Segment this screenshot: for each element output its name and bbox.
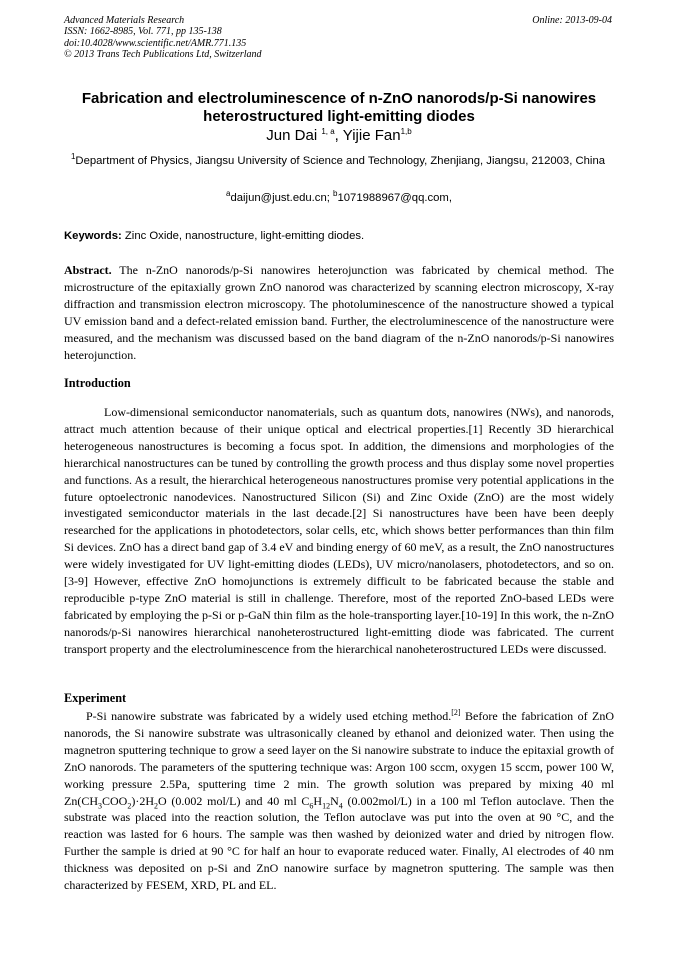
keywords <box>64 229 614 243</box>
experiment-text: COO <box>102 793 128 808</box>
experiment-body <box>64 708 614 894</box>
issn-line: ISSN: 1662-8985, Vol. 771, pp 135-138 <box>64 26 222 38</box>
experiment-heading: Experiment <box>64 691 127 705</box>
affiliation <box>64 154 612 169</box>
experiment-text: O (0.002 mol/L) and 40 ml C <box>158 793 310 808</box>
author-separator: , <box>334 127 343 144</box>
author-name: Jun Dai <box>266 127 318 144</box>
author-affil-mark: 1, a <box>321 127 335 136</box>
email-link[interactable]: 1071988967@qq.com, <box>337 192 452 204</box>
experiment-text: N <box>330 793 339 808</box>
experiment-text: H <box>313 793 323 808</box>
author-list <box>0 127 678 145</box>
online-date: Online: 2013-09-04 <box>532 15 612 26</box>
keywords-label: Keywords: <box>64 230 122 242</box>
copyright-line: © 2013 Trans Tech Publications Ltd, Switzerland <box>64 49 262 61</box>
journal-name: Advanced Materials Research <box>64 15 185 26</box>
email-mark: a <box>226 189 231 199</box>
affiliation-mark: 1 <box>70 152 76 162</box>
experiment-text: )·2H <box>131 793 155 808</box>
formula-subscript: 2 <box>127 800 132 810</box>
paper-title <box>40 90 638 126</box>
title-line-2: heterostructured light-emitting diodes <box>203 108 475 125</box>
journal-header <box>64 15 262 61</box>
email-mark: b <box>333 189 338 199</box>
author-emails <box>0 191 678 205</box>
experiment-text: Before the fabrication of ZnO nanorods, the Si nanowire substrate was ultrasonically cleaned by ethanol and deionized water. Then using the magnetron sputtering technique to grow a seed layer on the Si nanowire substrate to induce the epitaxial growth of ZnO nanorods. The parameters of the sputtering technique was: Argon 100 sccm, oxygen 15 sccm, power 100 W, working pressure 2.5Pa, sputtering time 2 min. The growth solution was prepared by mixing 40 ml Zn(CH <box>64 709 614 808</box>
formula-subscript: 3 <box>98 800 102 810</box>
introduction-body: Low-dimensional semiconductor nanomaterials, such as quantum dots, nanowires (NWs), and nanorods, attract much attention because of their unique optical and electrical properties.[1] Recently 3D hierarchical heterogeneous nanostructures is becoming a focus spot. In addition, the dimensions and morphologies of the hierarchical nanostructures can be tuned by controlling the growth process and thus display some novel properties and functions. As a result, the hierarchical heterogeneous nanostructures promise very potential applications in the future optoelectronic nanodevices. Nanostructured Silicon (Si) and Zinc Oxide (ZnO) are the most widely investigated semiconductor materials in the last decade.[2] Si nanostructures have been have been deeply researched for the applications in photodetectors, solar cells, etc, which shows better performances than thin film Si devices. ZnO has a direct band gap of 3.4 eV and binding energy of 60 meV, as a result, the ZnO nanostructures were widely investigated for UV light-emitting diodes (LEDs), UV micro/nanolasers, photodetectors, and so on.[3-9] However, effective ZnO homojunctions is extremely difficult to be fabricated because the stable and reproducible p-type ZnO material is still in challenge. Therefore, most of the reported ZnO-based LEDs were fabricated by employing the p-Si or p-GaN thin film as the hole-transporting layer.[10-19] In this work, the n-ZnO nanorods/p-Si nanowires hierarchical nanoheterostructured light-emitting diode was fabricated. The current transport property and the electroluminescence from the hierarchical nanoheterostructured LEDs were discussed. <box>64 405 614 656</box>
author-name: Yijie Fan <box>342 127 401 144</box>
doi-line: doi:10.4028/www.scientific.net/AMR.771.135 <box>64 37 247 49</box>
formula-subscript: 4 <box>338 800 343 810</box>
experiment-text: P-Si nanowire substrate was fabricated by a widely used etching method. <box>86 709 452 723</box>
formula-subscript: 2 <box>154 800 159 810</box>
keywords-text: Zinc Oxide, nanostructure, light-emitting diodes. <box>121 230 365 242</box>
author-affil-mark: 1,b <box>400 127 412 136</box>
abstract-text: The n-ZnO nanorods/p-Si nanowires heterojunction was fabricated by chemical method. The microstructure of the epitaxially grown ZnO nanorod was characterized by scanning electron microscopy, X-ray diffraction and transmission electron microscopy. The photoluminescence of the nanostructure showed a typical UV emission band and a defect-related emission band. Further, the electroluminescence of the nanostructure were measured, and the mechanism was discussed based on the band diagram of the n-ZnO nanorods/p-Si nanowires heterojunction. <box>64 263 614 362</box>
citation-ref: [2] <box>451 708 461 717</box>
introduction-heading: Introduction <box>64 376 131 390</box>
formula-subscript: 12 <box>322 800 331 810</box>
formula-subscript: 6 <box>309 800 314 810</box>
title-line-1: Fabrication and electroluminescence of n-ZnO nanorods/p-Si nanowires <box>81 90 597 107</box>
abstract-label: Abstract. <box>64 263 112 277</box>
abstract <box>64 262 614 363</box>
email-link[interactable]: daijun@just.edu.cn; <box>230 192 334 204</box>
experiment-text: (0.002mol/L) in a 100 ml Teflon autoclave. Then the substrate was placed into the reaction solution, the Teflon autoclave was put into the oven at 90 °C, and the reaction was lasted for 6 hours. The sample was then washed by deionized water and dried by nitrogen flow. Further the sample is dried at 90 °C for half an hour to evaporate reduced water. Finally, Al electrodes of 40 nm thickness was deposited on p-Si and ZnO nanowire surface by magnetron sputtering. The sample was then characterized by FESEM, XRD, PL and EL. <box>64 793 614 893</box>
affiliation-text: Department of Physics, Jiangsu University of Science and Technology, Zhenjiang, Jiangsu, 212003, China <box>75 155 606 167</box>
